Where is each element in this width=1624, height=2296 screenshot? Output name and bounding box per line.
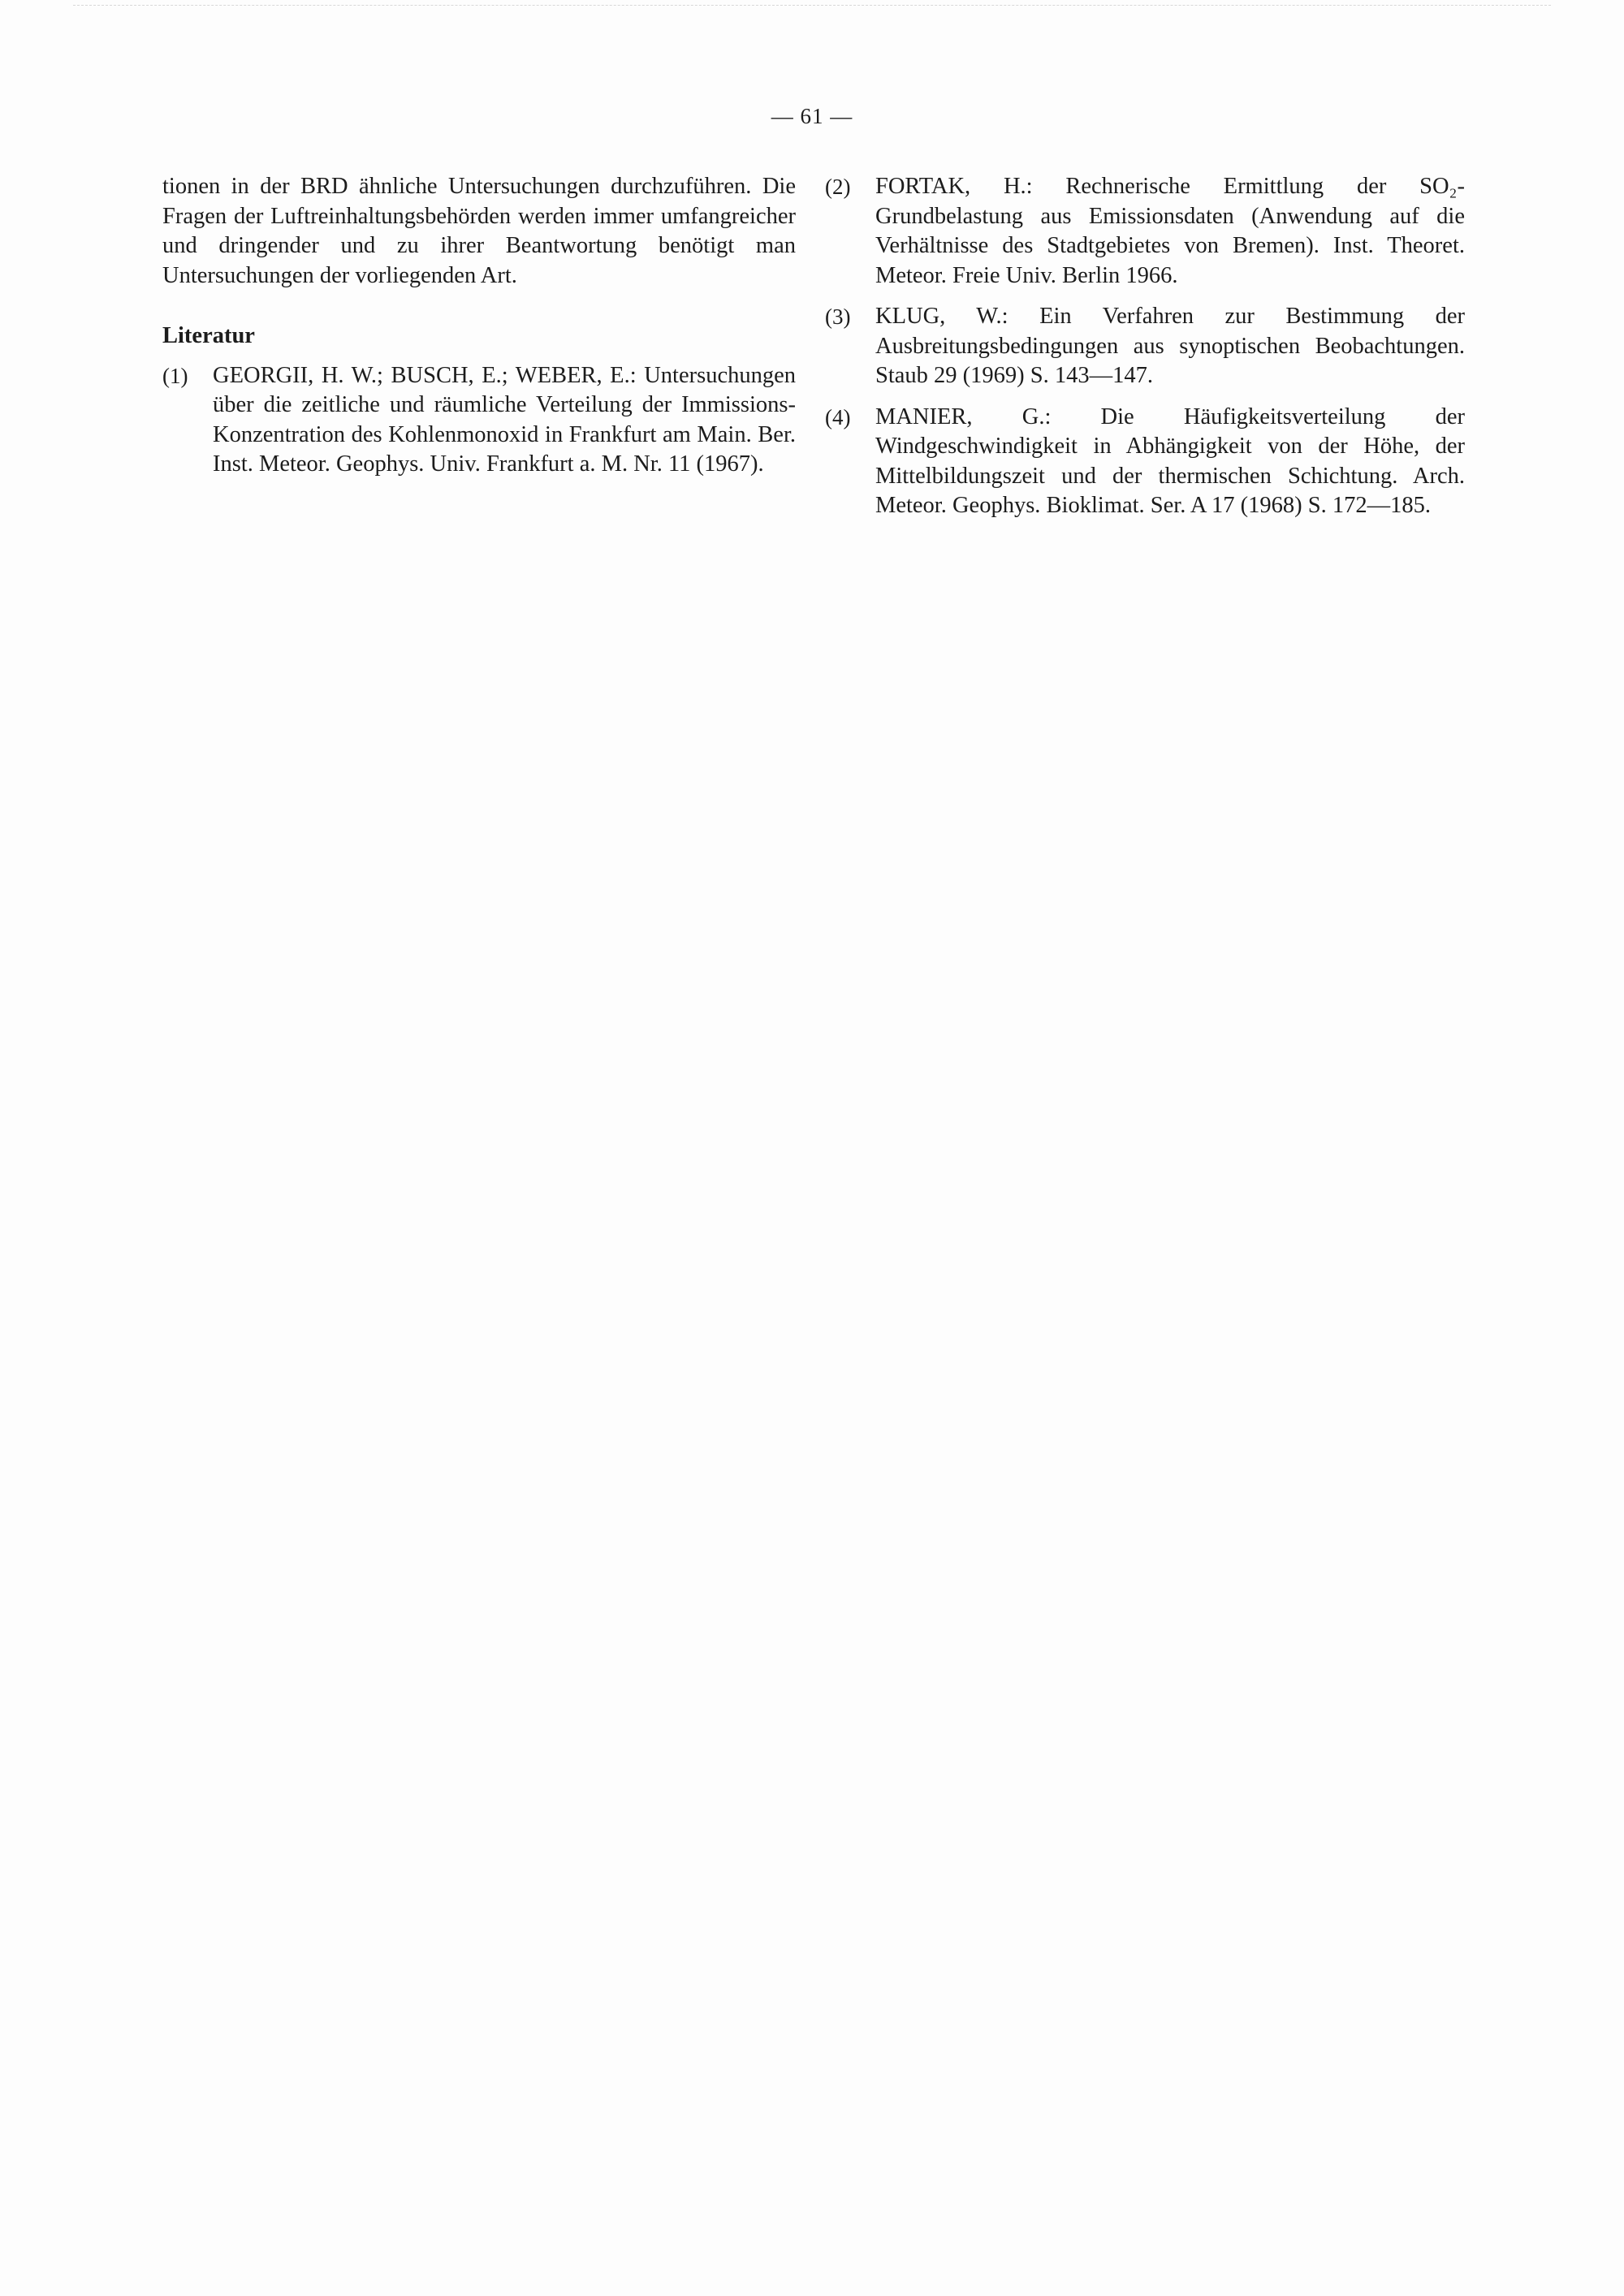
reference-text: KLUG, W.: Ein Verfahren zur Bestimmung der Ausbreitungsbedingungen aus synoptischen Beobachtungen. Staub 29 (1969) S. 143—147.: [875, 304, 1465, 388]
reference-number: (3): [825, 304, 851, 329]
page-number: — 61 —: [771, 104, 853, 128]
reference-entry-4: [825, 403, 1465, 521]
reference-number: (4): [825, 404, 851, 429]
reference-text: MANIER, G.: Die Häufigkeitsverteilung der Windgeschwindigkeit in Abhängigkeit von der Höhe, der Mittelbildungszeit und der thermischen Schichtung. Arch. Meteor. Geophys. Bioklimat. Ser. A 17 (1968) S. 172—185.: [875, 404, 1465, 518]
reference-entry-1: [162, 361, 796, 480]
reference-entry-3: [825, 302, 1465, 391]
right-column: [825, 172, 1465, 533]
body-paragraph: tionen in der BRD ähnliche Untersuchungen durchzuführen. Die Fragen der Luftreinhaltungsbehörden werden immer umfangreicher und dringender und zu ihrer Beantwortung benötigt man Untersuchungen der vorliegenden Art.: [162, 174, 796, 288]
scan-edge-line: [73, 5, 1551, 6]
section-heading-literatur: Literatur: [162, 323, 255, 348]
reference-text: FORTAK, H.: Rechnerische Ermittlung der SO₂-Grundbelastung aus Emissionsdaten (Anwendung auf die Verhältnisse des Stadtgebietes von Bremen). Inst. Theoret. Meteor. Freie Univ. Berlin 1966.: [875, 174, 1465, 288]
left-column: [162, 172, 796, 491]
reference-text: GEORGII, H. W.; BUSCH, E.; WEBER, E.: Untersuchungen über die zeitliche und räumliche Verteilung der Immissions-Konzentration des Kohlenmonoxid in Frankfurt am Main. Ber. Inst. Meteor. Geophys. Univ. Frankfurt a. M. Nr. 11 (1967).: [213, 362, 796, 477]
reference-entry-2: [825, 172, 1465, 291]
reference-number: (1): [162, 363, 188, 388]
reference-number: (2): [825, 175, 851, 199]
